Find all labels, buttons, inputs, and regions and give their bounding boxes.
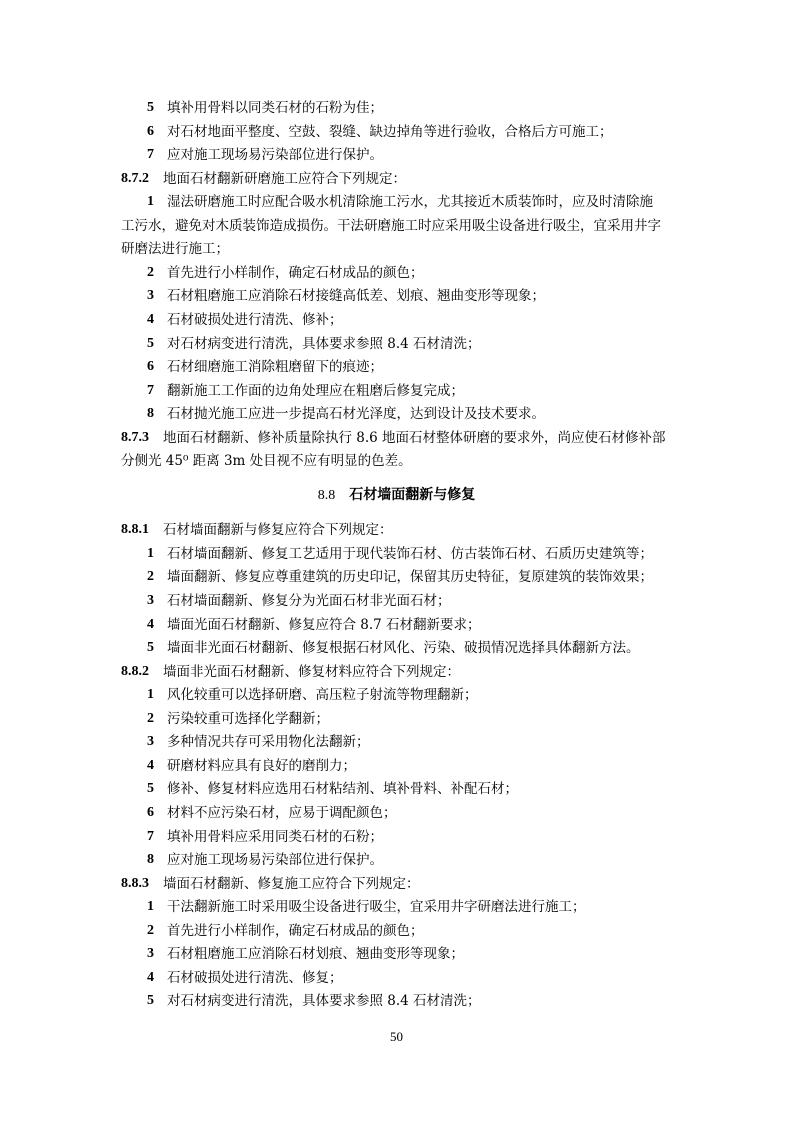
item-number: 1 bbox=[147, 545, 154, 561]
item-number: 8 bbox=[147, 406, 154, 422]
list-item bbox=[0, 636, 793, 660]
clause bbox=[0, 660, 793, 684]
clause bbox=[0, 426, 793, 450]
continuation-text: 工污水，避免对木质装饰造成损伤。干法研磨施工时应采用吸尘设备进行吸尘，宜采用井字 bbox=[121, 217, 661, 234]
list-item bbox=[0, 966, 793, 990]
list-item bbox=[0, 355, 793, 379]
list-item bbox=[0, 332, 793, 356]
list-item bbox=[0, 589, 793, 613]
clause-number: 8.7.2 bbox=[121, 170, 149, 186]
item-text: 湿法研磨施工时应配合吸水机清除施工污水，尤其接近木质装饰时，应及时清除施 bbox=[167, 194, 653, 211]
item-text: 石材抛光施工应进一步提高石材光泽度，达到设计及技术要求。 bbox=[167, 406, 545, 423]
clause-text: 墙面石材翻新、修复施工应符合下列规定： bbox=[163, 875, 420, 892]
list-item bbox=[0, 825, 793, 849]
item-number: 4 bbox=[147, 311, 154, 327]
clause bbox=[0, 872, 793, 896]
item-number: 5 bbox=[147, 100, 154, 115]
item-text: 石材细磨施工消除粗磨留下的痕迹； bbox=[167, 359, 383, 376]
item-text: 石材破损处进行清洗、修补； bbox=[167, 311, 343, 328]
item-text: 石材墙面翻新、修复分为光面石材非光面石材； bbox=[167, 593, 451, 609]
clause-text: 墙面非光面石材翻新、修复材料应符合下列规定： bbox=[163, 663, 460, 680]
list-item bbox=[0, 284, 793, 308]
item-number: 3 bbox=[147, 288, 154, 304]
list-item bbox=[0, 613, 793, 637]
item-number: 5 bbox=[147, 335, 154, 351]
list-item bbox=[0, 848, 793, 872]
item-number: 1 bbox=[147, 687, 154, 703]
item-number: 6 bbox=[147, 804, 154, 820]
item-text: 风化较重可以选择研磨、高压粒子射流等物理翻新； bbox=[167, 687, 478, 704]
clause-text: 地面石材翻新研磨施工应符合下列规定： bbox=[163, 170, 406, 187]
item-text: 应对施工现场易污染部位进行保护。 bbox=[167, 147, 383, 164]
list-item bbox=[0, 730, 793, 754]
item-number: 7 bbox=[147, 147, 154, 163]
list-item bbox=[0, 989, 793, 1013]
list-item bbox=[0, 565, 793, 589]
item-text: 墙面翻新、修复应尊重建筑的历史印记，保留其历史特征，复原建筑的装饰效果； bbox=[167, 569, 653, 586]
page-number: 50 bbox=[390, 1029, 403, 1044]
item-text: 填补用骨料应采用同类石材的石粉； bbox=[167, 828, 383, 845]
list-item bbox=[0, 379, 793, 403]
list-item bbox=[0, 143, 793, 167]
item-number: 4 bbox=[147, 969, 154, 985]
item-text: 填补用骨料以同类石材的石粉为佳； bbox=[167, 100, 383, 116]
item-text: 石材粗磨施工应消除石材接缝高低差、划痕、翘曲变形等现象； bbox=[167, 288, 545, 305]
list-item bbox=[0, 402, 793, 426]
item-text: 材料不应污染石材，应易于调配颜色； bbox=[167, 804, 397, 821]
item-number: 4 bbox=[147, 616, 154, 632]
item-number: 2 bbox=[147, 264, 154, 280]
item-number: 7 bbox=[147, 828, 154, 844]
item-number: 6 bbox=[147, 359, 154, 375]
list-item bbox=[0, 261, 793, 285]
list-item bbox=[0, 190, 793, 214]
item-text: 墙面非光面石材翻新、修复根据石材风化、污染、破损情况选择具体翻新方法。 bbox=[167, 640, 640, 657]
item-text: 多种情况共存可采用物化法翻新； bbox=[167, 734, 370, 751]
item-text: 研磨材料应具有良好的磨削力； bbox=[167, 757, 356, 774]
continuation-text: 研磨法进行施工； bbox=[121, 241, 229, 258]
item-text: 首先进行小样制作，确定石材成品的颜色； bbox=[167, 264, 424, 281]
list-item bbox=[0, 942, 793, 966]
item-number: 7 bbox=[147, 382, 154, 398]
item-number: 2 bbox=[147, 710, 154, 726]
item-text: 墙面光面石材翻新、修复应符合 8.7 石材翻新要求； bbox=[167, 616, 481, 633]
item-text: 石材破损处进行清洗、修复； bbox=[167, 969, 343, 986]
item-text: 对石材病变进行清洗，具体要求参照 8.4 石材清洗； bbox=[167, 335, 481, 352]
clause-number: 8.8.3 bbox=[121, 875, 149, 891]
item-text: 污染较重可选择化学翻新； bbox=[167, 710, 329, 727]
item-number: 8 bbox=[147, 852, 154, 868]
item-number: 3 bbox=[147, 946, 154, 962]
section-number: 8.8 bbox=[317, 487, 336, 503]
clause bbox=[0, 518, 793, 542]
clause-number: 8.8.1 bbox=[121, 522, 149, 538]
list-item bbox=[0, 707, 793, 731]
item-number: 1 bbox=[147, 899, 154, 915]
item-text: 干法翻新施工时采用吸尘设备进行吸尘，宜采用井字研磨法进行施工； bbox=[167, 899, 586, 916]
item-text: 翻新施工工作面的边角处理应在粗磨后修复完成； bbox=[167, 382, 464, 399]
continuation-line bbox=[0, 214, 793, 238]
list-item bbox=[0, 919, 793, 943]
continuation-line bbox=[0, 449, 793, 473]
list-item bbox=[0, 895, 793, 919]
item-number: 5 bbox=[147, 640, 154, 656]
item-text: 应对施工现场易污染部位进行保护。 bbox=[167, 852, 383, 869]
item-text: 对石材地面平整度、空鼓、裂缝、缺边掉角等进行验收，合格后方可施工； bbox=[167, 123, 613, 140]
section-title bbox=[0, 483, 793, 508]
clause bbox=[0, 167, 793, 191]
clause-number: 8.7.3 bbox=[121, 429, 149, 445]
item-number: 2 bbox=[147, 569, 154, 585]
item-text: 对石材病变进行清洗，具体要求参照 8.4 石材清洗； bbox=[167, 993, 481, 1010]
list-item bbox=[0, 754, 793, 778]
clause-text: 地面石材翻新、修补质量除执行 8.6 地面石材整体研磨的要求外，尚应使石材修补部 bbox=[163, 429, 666, 446]
list-item bbox=[0, 683, 793, 707]
item-text: 修补、修复材料应选用石材粘结剂、填补骨料、补配石材； bbox=[167, 781, 518, 798]
section-heading-text: 石材墙面翻新与修复 bbox=[349, 486, 476, 503]
continuation-line bbox=[0, 237, 793, 261]
list-item bbox=[0, 96, 793, 120]
item-text: 石材墙面翻新、修复工艺适用于现代装饰石材、仿古装饰石材、石质历史建筑等； bbox=[167, 545, 653, 562]
list-item bbox=[0, 308, 793, 332]
item-number: 5 bbox=[147, 781, 154, 797]
continuation-text: 分侧光 45⁰ 距离 3m 处目视不应有明显的色差。 bbox=[121, 453, 412, 470]
item-number: 5 bbox=[147, 993, 154, 1009]
list-item bbox=[0, 542, 793, 566]
clause-number: 8.8.2 bbox=[121, 663, 149, 679]
item-text: 首先进行小样制作，确定石材成品的颜色； bbox=[167, 922, 424, 939]
item-number: 6 bbox=[147, 123, 154, 139]
list-item bbox=[0, 801, 793, 825]
item-number: 3 bbox=[147, 734, 154, 750]
list-item bbox=[0, 120, 793, 144]
item-number: 2 bbox=[147, 922, 154, 938]
item-number: 1 bbox=[147, 194, 154, 210]
item-number: 3 bbox=[147, 593, 154, 608]
clause-text: 石材墙面翻新与修复应符合下列规定： bbox=[163, 522, 393, 539]
item-text: 石材粗磨施工应消除石材划痕、翘曲变形等现象； bbox=[167, 946, 464, 963]
list-item bbox=[0, 777, 793, 801]
item-number: 4 bbox=[147, 757, 154, 773]
